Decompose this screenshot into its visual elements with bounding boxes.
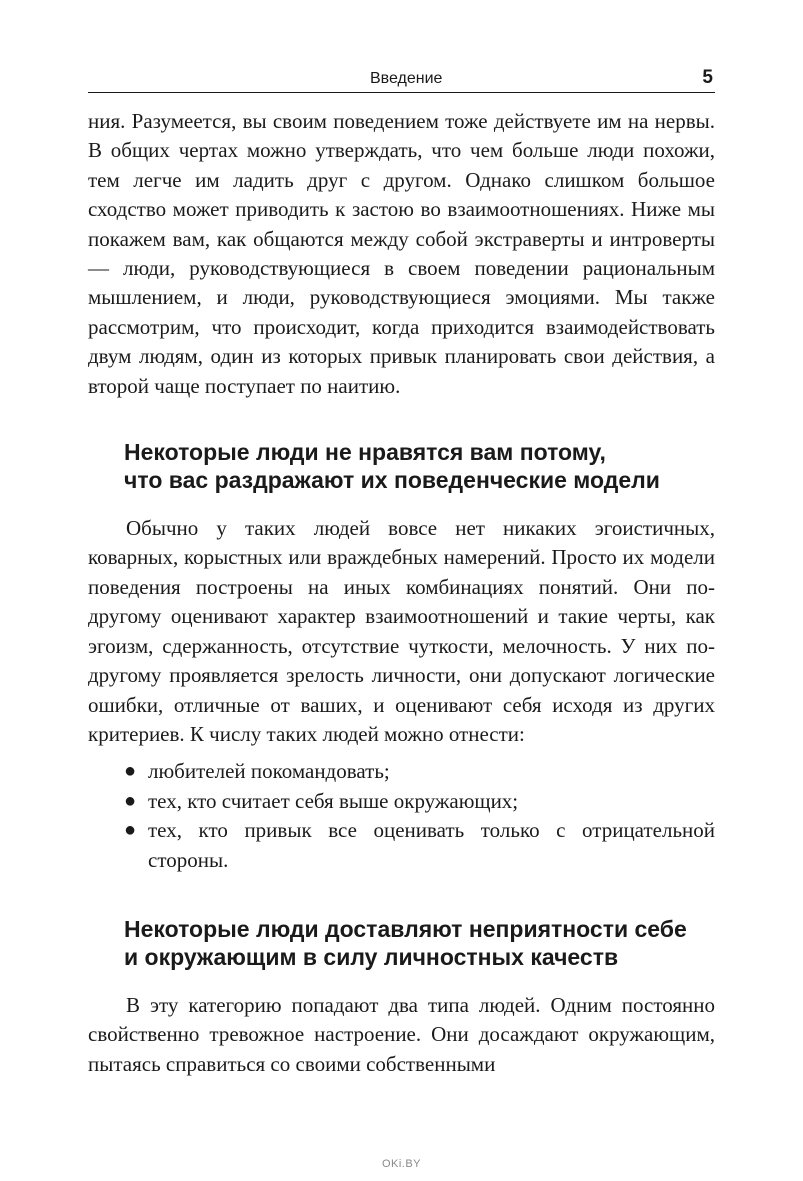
running-header — [88, 62, 715, 93]
heading-line: что вас раздражают их поведенческие модели — [124, 467, 660, 494]
paragraph-behavior-models: Обычно у таких людей вовсе нет никаких эгоистичных, коварных, корыстных или враждебных намерений. Просто их модели поведения построены на иных комбинациях понятий. Они по-другому оценивают характер взаимоотношений и такие черты, как эгоизм, сдержанность, отсутствие чуткости, мелочность. У них по-другому проявляется зрелость личности, они допускают логические ошибки, отличные от ваших, и оценивают себя исходя из других критериев. К числу таких людей можно отнести: — [88, 516, 715, 746]
section-title: Введение — [370, 70, 443, 87]
page-number: 5 — [702, 67, 713, 88]
section-heading-personal-qualities — [88, 915, 715, 971]
list-item-text: любителей покомандовать; — [148, 759, 390, 784]
list-item-text: тех, кто привык все оценивать только с отрицательной стороны. — [148, 818, 715, 872]
list-item — [88, 787, 715, 816]
heading-line: Некоторые люди не нравятся вам потому, — [124, 439, 606, 466]
list-item — [88, 816, 715, 875]
heading-line: Некоторые люди доставляют неприятности себе — [124, 915, 687, 942]
paragraph-personal-qualities: В эту категорию попадают два типа людей. Одним постоянно свойственно тревожное настроение. Они досаждают окружающим, пытаясь справиться со своими собственными — [88, 992, 715, 1076]
paragraph-intro-continued: ния. Разумеется, вы своим поведением тоже действуете им на нервы. В общих чертах можно утверждать, что чем больше люди похожи, тем легче им ладить друг с другом. Однако слишком большое сходство может приводить к застою во взаимоотношениях. Ниже мы покажем вам, как общаются между собой экстраверты и интроверты — люди, руководствующиеся в своем поведении рациональным мышлением, и люди, руководствующиеся эмоциями. Мы также рассмотрим, что происходит, когда приходится взаимодействовать двум людям, один из которых привык планировать свои действия, а второй чаще поступает по наитию. — [88, 109, 715, 398]
book-page — [88, 62, 715, 1079]
list-item — [88, 757, 715, 786]
bullet-icon: ● — [124, 789, 137, 812]
list-item-text: тех, кто считает себя выше окружающих; — [148, 788, 519, 813]
bullet-icon: ● — [124, 819, 137, 842]
bullet-list — [88, 757, 715, 875]
heading-line: и окружающим в силу личностных качеств — [124, 943, 619, 970]
bullet-icon: ● — [124, 760, 137, 783]
watermark: OKi.BY — [381, 1158, 422, 1170]
section-heading-behavior-models — [88, 438, 715, 494]
